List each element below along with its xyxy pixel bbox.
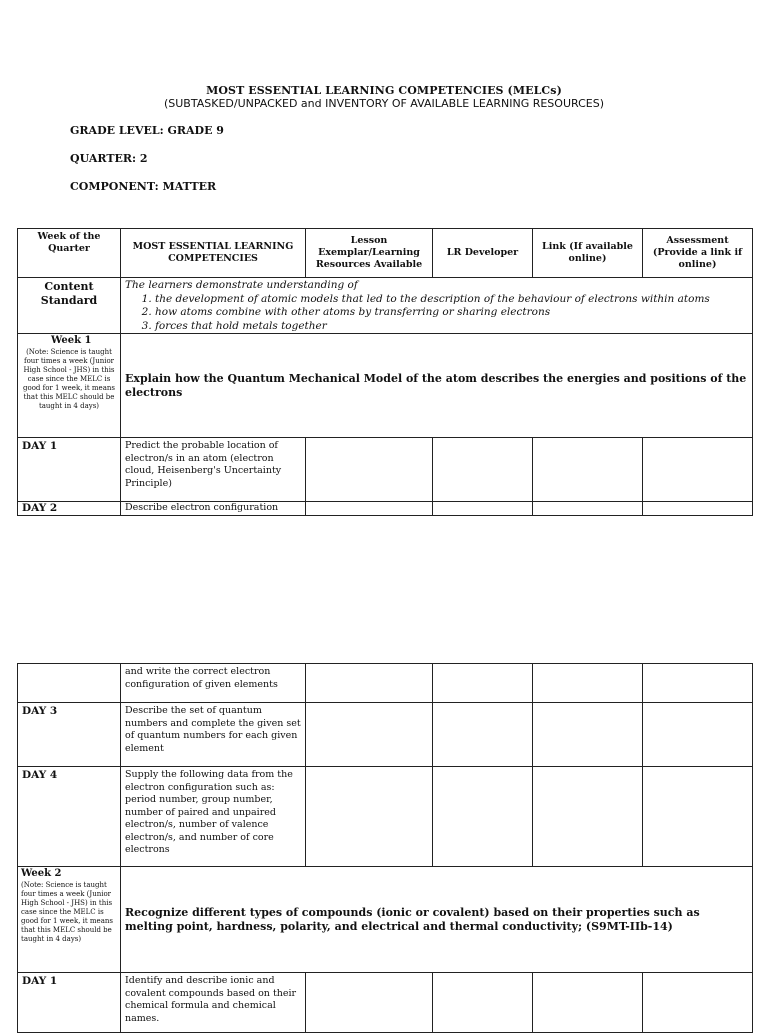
table-header-row (18, 229, 753, 278)
day1-competency: Predict the probable location of electron/s in an atom (electron cloud, Heisenberg's Uncertainty Principle) (121, 438, 306, 502)
component: COMPONENT: MATTER (70, 180, 217, 193)
empty-cell (433, 767, 533, 867)
day4-competency: Supply the following data from the electron configuration such as: period number, group number, number of paired and unpaired electron/s, number of valence electron/s, and number of core electrons (121, 767, 306, 867)
day2-row (18, 502, 753, 516)
week2-day1-label: DAY 1 (18, 973, 121, 1033)
empty-cell (643, 664, 753, 703)
grade-level: GRADE LEVEL: GRADE 9 (70, 124, 224, 137)
empty-cell (533, 767, 643, 867)
day2-label: DAY 2 (18, 502, 121, 516)
empty-cell (306, 767, 433, 867)
week2-cell (18, 867, 121, 973)
empty-cell (533, 438, 643, 502)
content-standard-item: 1. the development of atomic models that led to the description of the behaviour of electrons within atoms (155, 293, 748, 307)
empty-cell (433, 664, 533, 703)
empty-cell (643, 438, 753, 502)
week2-label: Week 2 (21, 868, 62, 879)
quarter: QUARTER: 2 (70, 152, 148, 165)
col-lr-developer: LR Developer (433, 229, 533, 278)
week2-note: (Note: Science is taught four times a week (Junior High School - JHS) in this case since the MELC is good for 1 week, it means that this MELC should be taught in 4 days) (21, 880, 113, 943)
empty-cell (643, 703, 753, 767)
day1-label: DAY 1 (18, 438, 121, 502)
day1-row (18, 438, 753, 502)
week1-melc: Explain how the Quantum Mechanical Model of the atom describes the energies and positions of the electrons (121, 334, 753, 438)
week2-melc: Recognize different types of compounds (ionic or covalent) based on their properties such as melting point, hardness, polarity, and electrical and thermal conductivity; (S9MT-IIb-14) (121, 867, 753, 973)
content-standard-item: 3. forces that hold metals together (155, 320, 748, 334)
empty-cell (433, 703, 533, 767)
melc-table-part1 (17, 228, 753, 516)
content-standard-row (18, 278, 753, 334)
day3-row (18, 703, 753, 767)
day3-label: DAY 3 (18, 703, 121, 767)
content-standard-text (121, 278, 753, 334)
empty-cell (433, 502, 533, 516)
content-standard-label: Content Standard (18, 278, 121, 334)
empty-cell (533, 664, 643, 703)
day3-competency: Describe the set of quantum numbers and complete the given set of quantum numbers for each given element (121, 703, 306, 767)
empty-cell (433, 438, 533, 502)
week2-day1-competency: Identify and describe ionic and covalent compounds based on their chemical formula and chemical names. (121, 973, 306, 1033)
document-subtitle: (SUBTASKED/UNPACKED and INVENTORY OF AVAILABLE LEARNING RESOURCES) (163, 97, 604, 110)
week1-cell (18, 334, 121, 438)
document-title: MOST ESSENTIAL LEARNING COMPETENCIES (MELCs) (206, 84, 562, 97)
week1-label: Week 1 (51, 335, 92, 346)
col-week: Week of the Quarter (18, 229, 121, 278)
day4-row (18, 767, 753, 867)
col-lesson-exemplar: Lesson Exemplar/Learning Resources Available (306, 229, 433, 278)
week1-note: (Note: Science is taught four times a week (Junior High School - JHS) in this case since the MELC is good for 1 week, it means that this MELC should be taught in 4 days) (23, 347, 115, 410)
empty-cell (306, 502, 433, 516)
empty-cell (533, 502, 643, 516)
content-standard-item: 2. how atoms combine with other atoms by transferring or sharing electrons (155, 306, 748, 320)
empty-cell (306, 703, 433, 767)
col-link: Link (If available online) (533, 229, 643, 278)
empty-cell (306, 664, 433, 703)
empty-cell (643, 502, 753, 516)
week2-row (18, 867, 753, 973)
col-assessment: Assessment (Provide a link if online) (643, 229, 753, 278)
day2-continued-row (18, 664, 753, 703)
empty-cell (533, 703, 643, 767)
day4-label: DAY 4 (18, 767, 121, 867)
empty-cell (18, 664, 121, 703)
empty-cell (643, 767, 753, 867)
day2-competency-continued: and write the correct electron configuration of given elements (121, 664, 306, 703)
melc-table-part2 (17, 663, 753, 1033)
col-melc: MOST ESSENTIAL LEARNING COMPETENCIES (121, 229, 306, 278)
empty-cell (306, 438, 433, 502)
content-standard-lead: The learners demonstrate understanding of (125, 279, 358, 291)
day2-competency: Describe electron configuration (121, 502, 306, 516)
week1-row (18, 334, 753, 438)
